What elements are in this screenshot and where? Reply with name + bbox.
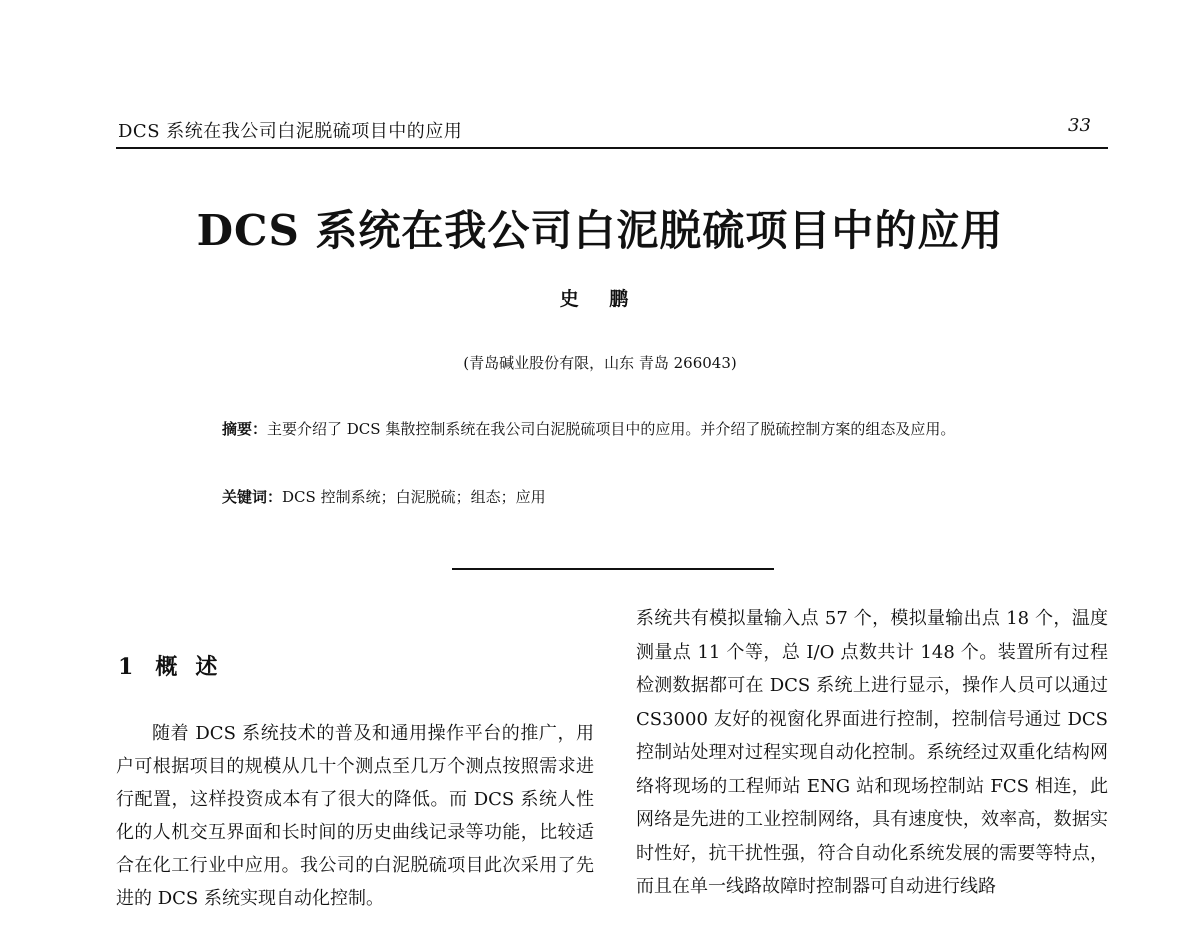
abstract-label: 摘要： <box>222 420 268 438</box>
keywords <box>222 484 1022 510</box>
section-number: 1 <box>118 654 134 680</box>
running-head-title: DCS 系统在我公司白泥脱硫项目中的应用 <box>118 121 463 142</box>
page-number: 33 <box>1068 115 1091 136</box>
abstract <box>222 416 1022 442</box>
author-affiliation: (青岛碱业股份有限，山东 青岛 266043) <box>463 354 737 372</box>
left-column <box>116 717 594 915</box>
keywords-label: 关键词： <box>222 488 283 506</box>
header-rule <box>116 147 1108 149</box>
right-column <box>636 602 1108 904</box>
abstract-text: 主要介绍了 DCS 集散控制系统在我公司白泥脱硫项目中的应用。并介绍了脱硫控制方案的组态及应用。 <box>267 420 956 438</box>
section-heading <box>118 650 235 681</box>
paper-title: DCS 系统在我公司白泥脱硫项目中的应用 <box>196 206 1004 255</box>
body-paragraph-right: 系统共有模拟量输入点 57 个，模拟量输出点 18 个，温度测量点 11 个等，总 I/O 点数共计 148 个。装置所有过程检测数据都可在 DCS 系统上进行显示，操作人员可以通过 CS3000 友好的视窗化界面进行控制，控制信号通过 DCS 控制站处理对过程实现自动化控制。系统经过双重化结构网络将现场的工程师站 ENG 站和现场控制站 FCS 相连，此网络是先进的工业控制网络，具有速度快，效率高，数据实时性好，抗干扰性强，符合自动化系统发展的需要等特点，而且在单一线路故障时控制器可自动进行线路 <box>636 608 1108 897</box>
author-name: 史 鹏 <box>559 288 641 310</box>
separator-rule <box>452 568 774 570</box>
section-title: 概述 <box>155 654 236 680</box>
keywords-text: DCS 控制系统；白泥脱硫；组态；应用 <box>282 488 546 506</box>
body-paragraph-left: 随着 DCS 系统技术的普及和通用操作平台的推广，用户可根据项目的规模从几十个测点至几万个测点按照需求进行配置，这样投资成本有了很大的降低。而 DCS 系统人性化的人机交互界面和长时间的历史曲线记录等功能，比较适合在化工行业中应用。我公司的白泥脱硫项目此次采用了先进的 DCS 系统实现自动化控制。 <box>116 723 594 909</box>
